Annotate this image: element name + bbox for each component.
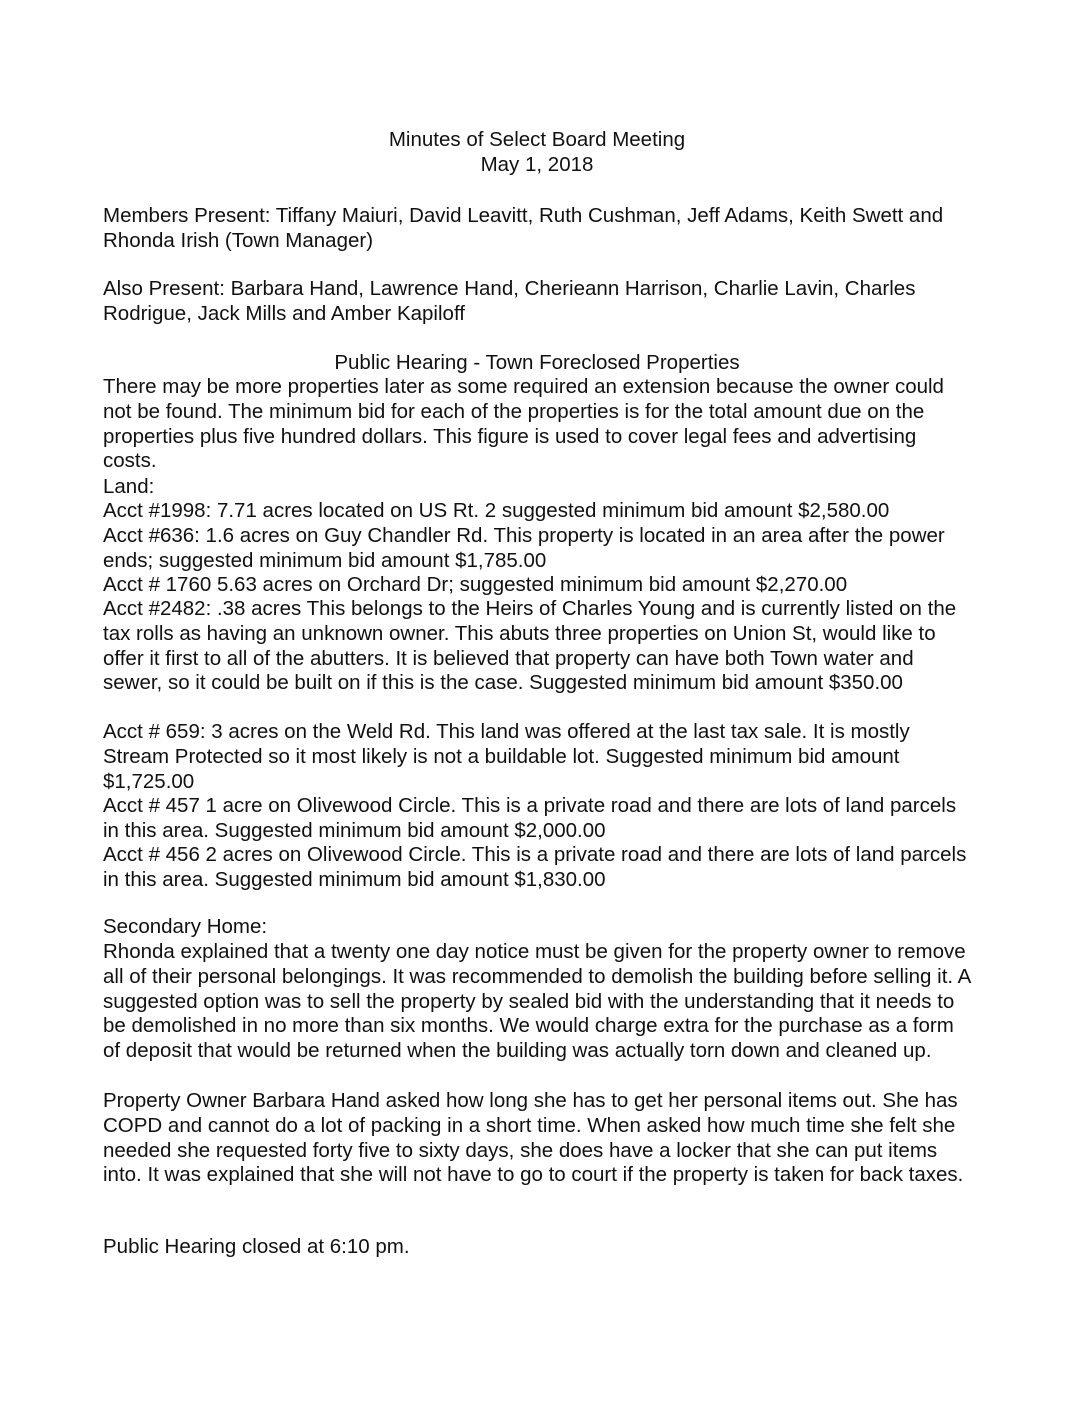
also-present: Also Present: Barbara Hand, Lawrence Hand, Cherieann Harrison, Charlie Lavin, Charles Rodrigue, Jack Mills and Amber Kapiloff — [103, 277, 916, 325]
land-item-456: Acct # 456 2 acres on Olivewood Circle. This is a private road and there are lots of land parcels in this area. Suggested minimum bid amount $1,830.00 — [103, 843, 967, 891]
land-item-2482: Acct #2482: .38 acres This belongs to the Heirs of Charles Young and is currently listed on the tax rolls as having an unknown owner. This abuts three properties on Union St, would like to offer it first to all of the abutters. It is believed that property can have both Town water and sewer, so it could be built on if this is the case. Suggested minimum bid amount $350.00 — [103, 597, 957, 695]
land-item-1760: Acct # 1760 5.63 acres on Orchard Dr; suggested minimum bid amount $2,270.00 — [103, 573, 848, 596]
hearing-title: Public Hearing - Town Foreclosed Properties — [334, 351, 740, 374]
document-title: Minutes of Select Board Meeting — [388, 128, 686, 151]
hearing-closing: Public Hearing closed at 6:10 pm. — [103, 1235, 410, 1258]
land-label: Land: — [103, 475, 155, 498]
land-item-457: Acct # 457 1 acre on Olivewood Circle. This is a private road and there are lots of land parcels in this area. Suggested minimum bid amount $2,000.00 — [103, 794, 957, 842]
hearing-intro: There may be more properties later as some required an extension because the owner could not be found. The minimum bid for each of the properties is for the total amount due on the properties plus five hundred dollars. This figure is used to cover legal fees and advertising costs. — [103, 375, 944, 473]
land-item-636: Acct #636: 1.6 acres on Guy Chandler Rd. This property is located in an area after the power ends; suggested minimum bid amount $1,785.00 — [103, 524, 945, 572]
secondary-home-label: Secondary Home: — [103, 915, 268, 938]
secondary-home-paragraph-2: Property Owner Barbara Hand asked how long she has to get her personal items out. She has COPD and cannot do a lot of packing in a short time. When asked how much time she felt she needed she requested forty five to sixty days, she does have a locker that she can put items into. It was explained that she will not have to go to court if the property is taken for back taxes. — [103, 1089, 964, 1187]
members-present: Members Present: Tiffany Maiuri, David Leavitt, Ruth Cushman, Jeff Adams, Keith Swett and Rhonda Irish (Town Manager) — [103, 204, 944, 252]
land-item-659: Acct # 659: 3 acres on the Weld Rd. This land was offered at the last tax sale. It is mostly Stream Protected so it most likely is not a buildable lot. Suggested minimum bid amount $1,725.00 — [103, 720, 910, 793]
secondary-home-paragraph-1: Rhonda explained that a twenty one day notice must be given for the property owner to remove all of their personal belongings. It was recommended to demolish the building before selling it. A suggested option was to sell the property by sealed bid with the understanding that it needs to be demolished in no more than six months. We would charge extra for the purchase as a form of deposit that would be returned when the building was actually torn down and cleaned up. — [103, 940, 971, 1063]
meeting-date: May 1, 2018 — [480, 153, 594, 176]
land-item-1998: Acct #1998: 7.71 acres located on US Rt. 2 suggested minimum bid amount $2,580.00 — [103, 499, 890, 522]
